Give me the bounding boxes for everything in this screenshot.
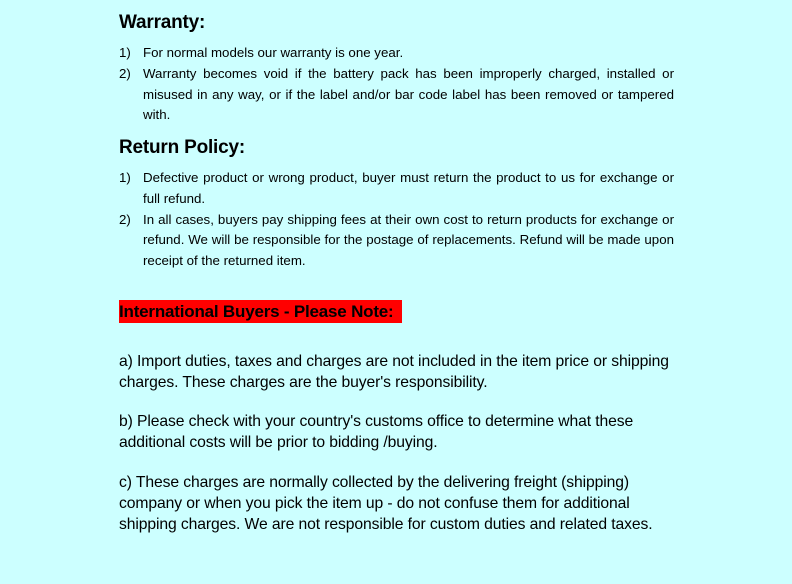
return-policy-list [119, 168, 674, 272]
list-item-number: 2) [119, 65, 131, 81]
warranty-heading: Warranty: [119, 12, 206, 33]
list-item-number: 1) [119, 170, 131, 185]
list-item-text: In all cases, buyers pay shipping fees at their own cost to return products for exchange or refund. We will be responsible for the postage of replacements. Refund will be made upon receipt of the returned item. [143, 211, 674, 269]
return-policy-heading: Return Policy: [119, 137, 245, 158]
customs-office-note: b) Please check with your country's customs office to determine what these additional costs will be prior to bidding /buying. [119, 413, 634, 451]
list-item-text: Warranty becomes void if the battery pack has been improperly charged, installed or misused in any way, or if the label and/or bar code label has been removed or tampered with. [143, 65, 674, 123]
freight-charges-note: c) These charges are normally collected by the delivering freight (shipping) company or when you pick the item up - do not confuse them for additional shipping charges. We are not responsible for custom duties and related taxes. [119, 474, 653, 533]
return-policy-item [119, 210, 674, 272]
return-policy-item [119, 168, 674, 210]
list-item-number: 2) [119, 211, 131, 227]
warranty-item [119, 64, 674, 126]
warranty-list [119, 43, 674, 126]
list-item-text: Defective product or wrong product, buyer must return the product to us for exchange or full refund. [143, 170, 674, 206]
international-buyers-heading: International Buyers - Please Note: [119, 300, 402, 323]
list-item-text: For normal models our warranty is one year. [143, 45, 404, 60]
list-item-number: 1) [119, 45, 131, 60]
import-duties-note: a) Import duties, taxes and charges are not included in the item price or shipping charges. These charges are the buyer's responsibility. [119, 353, 669, 391]
warranty-item [119, 43, 674, 64]
